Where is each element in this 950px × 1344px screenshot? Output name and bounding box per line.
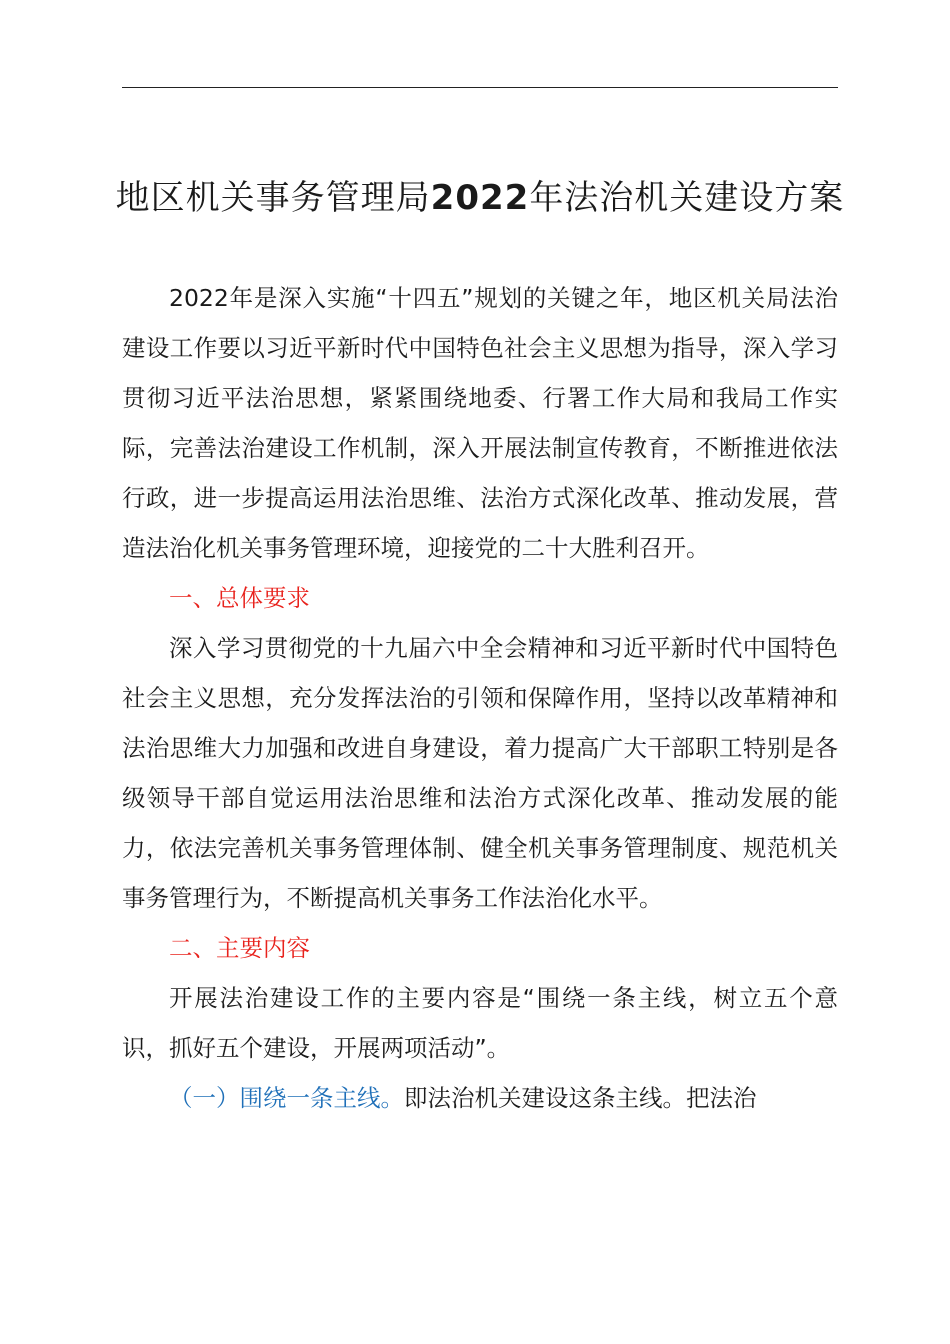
intro-paragraph: 2022年是深入实施“十四五”规划的关键之年，地区机关局法治建设工作要以习近平新时代中国特色社会主义思想为指导，深入学习贯彻习近平法治思想，紧紧围绕地委、行署工作大局和我局工作实际，完善法治建设工作机制，深入开展法制宣传教育，不断推进依法行政，进一步提高运用法治思维、法治方式深化改革、推动发展，营造法治化机关事务管理环境，迎接党的二十大胜利召开。 [122, 284, 838, 562]
title-year: 2022 [430, 177, 530, 218]
title-prefix: 地区机关事务管理局 [115, 177, 431, 218]
subsection-1-paragraph [122, 1073, 838, 1123]
subsection-1-text: 即法治机关建设这条主线。把法治 [404, 1084, 757, 1112]
document-title [110, 173, 850, 223]
document-body [122, 273, 838, 1123]
section-2-paragraph: 开展法治建设工作的主要内容是“围绕一条主线，树立五个意识，抓好五个建设，开展两项活动”。 [122, 984, 838, 1062]
section-1-paragraph: 深入学习贯彻党的十九届六中全会精神和习近平新时代中国特色社会主义思想，充分发挥法治的引领和保障作用，坚持以改革精神和法治思维大力加强和改进自身建设，着力提高广大干部职工特别是各级领导干部自觉运用法治思维和法治方式深化改革、推动发展的能力，依法完善机关事务管理体制、健全机关事务管理制度、规范机关事务管理行为，不断提高机关事务工作法治化水平。 [122, 634, 838, 912]
title-suffix: 年法治机关建设方案 [529, 177, 845, 218]
subsection-1-heading: （一）围绕一条主线。 [169, 1084, 404, 1112]
section-heading-2: 二、主要内容 [169, 934, 310, 962]
section-heading-1: 一、总体要求 [169, 584, 310, 612]
header-rule [122, 87, 838, 88]
